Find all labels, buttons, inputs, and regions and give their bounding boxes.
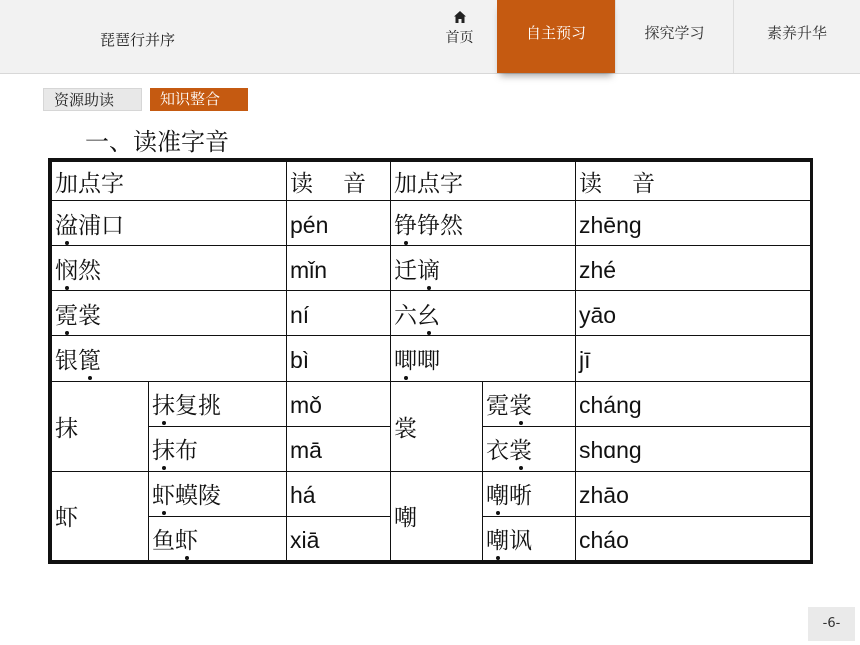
pinyin-cell: ní <box>287 291 391 336</box>
polyphone-char-cell: 抹 <box>52 381 149 471</box>
word-cell: 迁谪 <box>391 246 576 291</box>
word-cell: 唧唧 <box>391 336 576 381</box>
word-cell: 衣裳 <box>483 426 576 471</box>
document-title: 琵琶行并序 <box>100 31 176 49</box>
table-row <box>52 471 811 516</box>
pinyin-cell: mā <box>287 426 391 471</box>
tab-literacy-improvement[interactable]: 素养升华 <box>733 0 860 73</box>
table-row <box>52 291 811 336</box>
table-row <box>52 336 811 381</box>
table-row <box>52 201 811 246</box>
page-number: -6- <box>808 607 855 641</box>
pinyin-cell: zhé <box>576 246 811 291</box>
pinyin-cell: jī <box>576 336 811 381</box>
top-nav-bar <box>0 0 860 74</box>
pinyin-cell: bì <box>287 336 391 381</box>
subtab-resource-reading[interactable]: 资源助读 <box>43 88 142 111</box>
pronunciation-table <box>48 158 813 564</box>
polyphone-char-cell: 虾 <box>52 471 149 560</box>
polyphone-char-cell: 嘲 <box>391 471 483 560</box>
pinyin-cell: mǒ <box>287 381 391 426</box>
pinyin-cell: shɑng <box>576 426 811 471</box>
pinyin-cell: cháo <box>576 516 811 560</box>
polyphone-char-cell: 裳 <box>391 381 483 471</box>
word-cell: 六幺 <box>391 291 576 336</box>
pinyin-cell: pén <box>287 201 391 246</box>
table-row <box>52 246 811 291</box>
pinyin-cell: yāo <box>576 291 811 336</box>
pinyin-cell: xiā <box>287 516 391 560</box>
home-label: 首页 <box>445 30 474 46</box>
word-cell: 湓浦口 <box>52 201 287 246</box>
word-cell: 霓裳 <box>483 381 576 426</box>
pinyin-cell: cháng <box>576 381 811 426</box>
header-dotted-char: 加点字 <box>52 162 287 201</box>
table-header-row <box>52 162 811 201</box>
word-cell: 银篦 <box>52 336 287 381</box>
header-pronunciation-2: 读 音 <box>576 162 811 201</box>
pinyin-cell: mǐn <box>287 246 391 291</box>
header-pronunciation: 读 音 <box>287 162 391 201</box>
word-cell: 铮铮然 <box>391 201 576 246</box>
word-cell: 抹复挑 <box>149 381 287 426</box>
word-cell: 抹布 <box>149 426 287 471</box>
home-button[interactable] <box>431 8 488 47</box>
header-dotted-char-2: 加点字 <box>391 162 576 201</box>
section-heading: 一、读准字音 <box>85 128 229 156</box>
pinyin-cell: há <box>287 471 391 516</box>
word-cell: 鱼虾 <box>149 516 287 560</box>
subtab-knowledge-integration[interactable]: 知识整合 <box>150 88 248 111</box>
word-cell: 嘲讽 <box>483 516 576 560</box>
home-icon <box>453 10 467 24</box>
pinyin-cell: zhāo <box>576 471 811 516</box>
word-cell: 虾蟆陵 <box>149 471 287 516</box>
tab-self-study[interactable]: 自主预习 <box>497 0 615 73</box>
word-cell: 悯然 <box>52 246 287 291</box>
word-cell: 嘲哳 <box>483 471 576 516</box>
table-row <box>52 381 811 426</box>
word-cell: 霓裳 <box>52 291 287 336</box>
tab-explore-learning[interactable]: 探究学习 <box>615 0 733 73</box>
pinyin-cell: zhēng <box>576 201 811 246</box>
